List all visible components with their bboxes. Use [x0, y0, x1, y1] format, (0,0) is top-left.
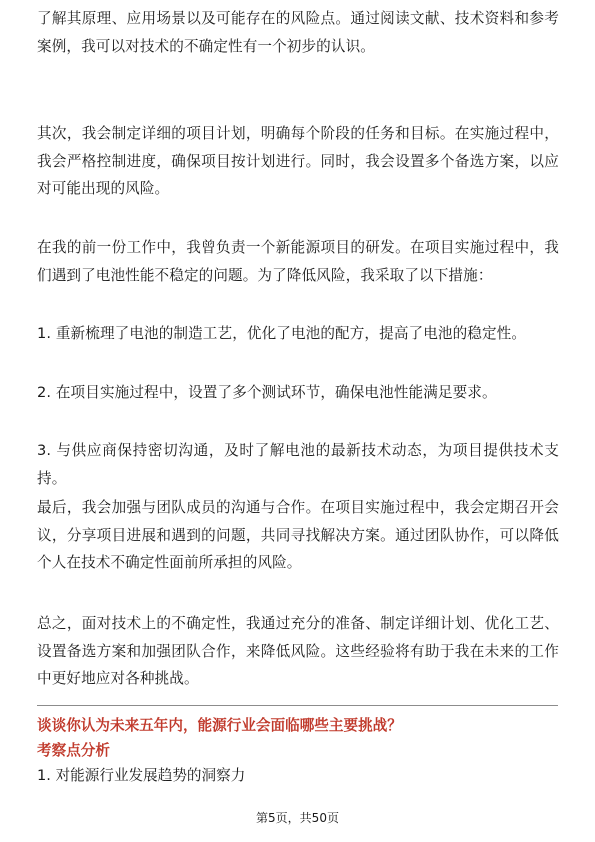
paragraph-experience: 在我的前一份工作中，我曾负责一个新能源项目的研发。在项目实施过程中，我们遇到了电池性能不稳定的问题。为了降低风险，我采取了以下措施：	[37, 239, 559, 284]
paragraph-intro: 了解其原理、应用场景以及可能存在的风险点。通过阅读文献、技术资料和参考案例，我可以对技术的不确定性有一个初步的认识。	[37, 10, 559, 55]
interview-question: 谈谈你认为未来五年内，能源行业会面临哪些主要挑战？	[37, 717, 402, 734]
paragraph-teamwork: 最后，我会加强与团队成员的沟通与合作。在项目实施过程中，我会定期召开会议，分享项目进展和遇到的问题，共同寻找解决方案。通过团队协作，可以降低个人在技术不确定性面前所承担的风险。	[37, 499, 559, 571]
list-item-measure-1: 1. 重新梳理了电池的制造工艺，优化了电池的配方，提高了电池的稳定性。	[37, 325, 527, 342]
paragraph-planning: 其次，我会制定详细的项目计划，明确每个阶段的任务和目标。在实施过程中，我会严格控制进度，确保项目按计划进行。同时，我会设置多个备选方案，以应对可能出现的风险。	[37, 125, 559, 197]
analysis-point-1: 1. 对能源行业发展趋势的洞察力	[37, 767, 246, 784]
list-item-measure-2: 2. 在项目实施过程中，设置了多个测试环节，确保电池性能满足要求。	[37, 384, 497, 401]
list-item-measure-3: 3. 与供应商保持密切沟通，及时了解电池的最新技术动态，为项目提供技术支持。	[37, 442, 559, 487]
paragraph-conclusion: 总之，面对技术上的不确定性，我通过充分的准备、制定详细计划、优化工艺、设置备选方案和加强团队合作，来降低风险。这些经验将有助于我在未来的工作中更好地应对各种挑战。	[37, 615, 559, 687]
page-number: 第5页，共50页	[256, 811, 339, 825]
section-divider	[37, 705, 558, 706]
section-title: 考察点分析	[37, 742, 110, 759]
